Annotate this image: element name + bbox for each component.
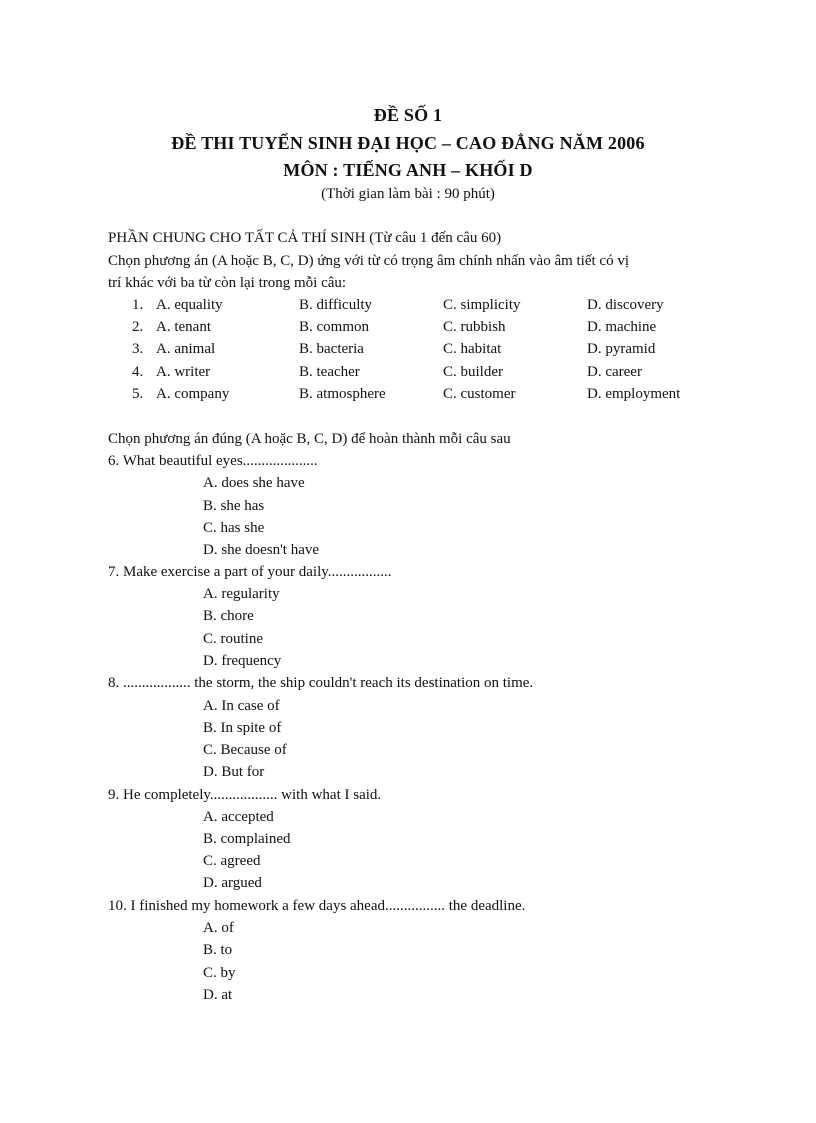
question-text: 9. He completely.................. with what I said. <box>108 787 382 803</box>
option-d: D. frequency <box>203 653 282 669</box>
option-d: D. career <box>587 364 642 380</box>
exam-number: ĐỀ SỐ 1 <box>373 105 443 125</box>
option-a: A. regularity <box>203 586 280 602</box>
option-c: C. rubbish <box>443 319 506 335</box>
exam-subject: MÔN : TIẾNG ANH – KHỐI D <box>283 160 533 180</box>
option-d: D. discovery <box>587 297 664 313</box>
question-row <box>0 319 816 339</box>
option-b: B. teacher <box>299 364 360 380</box>
option-c: C. agreed <box>203 853 261 869</box>
option-b: B. chore <box>203 608 254 624</box>
exam-title: ĐỀ THI TUYỂN SINH ĐẠI HỌC – CAO ĐẲNG NĂM 2006 <box>171 133 645 153</box>
option-d: D. argued <box>203 875 262 891</box>
option-a: A. In case of <box>203 698 280 714</box>
option-a: A. accepted <box>203 809 274 825</box>
option-c: C. habitat <box>443 341 502 357</box>
option-b: B. atmosphere <box>299 386 386 402</box>
instruction-text: Chọn phương án (A hoặc B, C, D) ứng với từ có trọng âm chính nhấn vào âm tiết có vị <box>108 253 630 269</box>
option-c: C. builder <box>443 364 503 380</box>
instruction-text: trí khác với ba từ còn lại trong mỗi câu: <box>108 275 347 291</box>
option-a: A. of <box>203 920 234 936</box>
option-b: B. bacteria <box>299 341 364 357</box>
option-b: B. In spite of <box>203 720 282 736</box>
exam-duration: (Thời gian làm bài : 90 phút) <box>321 186 495 202</box>
question-number: 4. <box>132 364 144 380</box>
question-number: 1. <box>132 297 144 313</box>
option-a: A. tenant <box>156 319 211 335</box>
question-row <box>0 297 816 317</box>
option-b: B. complained <box>203 831 291 847</box>
option-c: C. routine <box>203 631 263 647</box>
question-number: 3. <box>132 341 144 357</box>
option-a: A. equality <box>156 297 223 313</box>
question-text: 8. .................. the storm, the ship couldn't reach its destination on time. <box>108 675 534 691</box>
option-a: A. company <box>156 386 230 402</box>
option-a: A. writer <box>156 364 211 380</box>
option-c: C. Because of <box>203 742 287 758</box>
question-row <box>0 386 816 406</box>
question-number: 2. <box>132 319 144 335</box>
question-text: 10. I finished my homework a few days ahead................ the deadline. <box>108 898 526 914</box>
option-d: D. at <box>203 987 233 1003</box>
question-text: 7. Make exercise a part of your daily................. <box>108 564 392 580</box>
instruction-text: Chọn phương án đúng (A hoặc B, C, D) để hoàn thành mỗi câu sau <box>108 431 511 447</box>
question-number: 5. <box>132 386 144 402</box>
question-row <box>0 341 816 361</box>
option-c: C. simplicity <box>443 297 521 313</box>
question-row <box>0 364 816 384</box>
option-c: C. has she <box>203 520 265 536</box>
option-b: B. she has <box>203 498 265 514</box>
option-b: B. to <box>203 942 233 958</box>
option-b: B. common <box>299 319 369 335</box>
option-d: D. But for <box>203 764 265 780</box>
option-c: C. customer <box>443 386 516 402</box>
option-b: B. difficulty <box>299 297 373 313</box>
option-c: C. by <box>203 965 236 981</box>
option-a: A. does she have <box>203 475 305 491</box>
option-d: D. she doesn't have <box>203 542 320 558</box>
option-d: D. machine <box>587 319 657 335</box>
question-text: 6. What beautiful eyes.................... <box>108 453 318 469</box>
section-heading: PHẦN CHUNG CHO TẤT CẢ THÍ SINH (Từ câu 1 đến câu 60) <box>108 230 502 246</box>
option-d: D. pyramid <box>587 341 656 357</box>
option-a: A. animal <box>156 341 216 357</box>
option-d: D. employment <box>587 386 681 402</box>
